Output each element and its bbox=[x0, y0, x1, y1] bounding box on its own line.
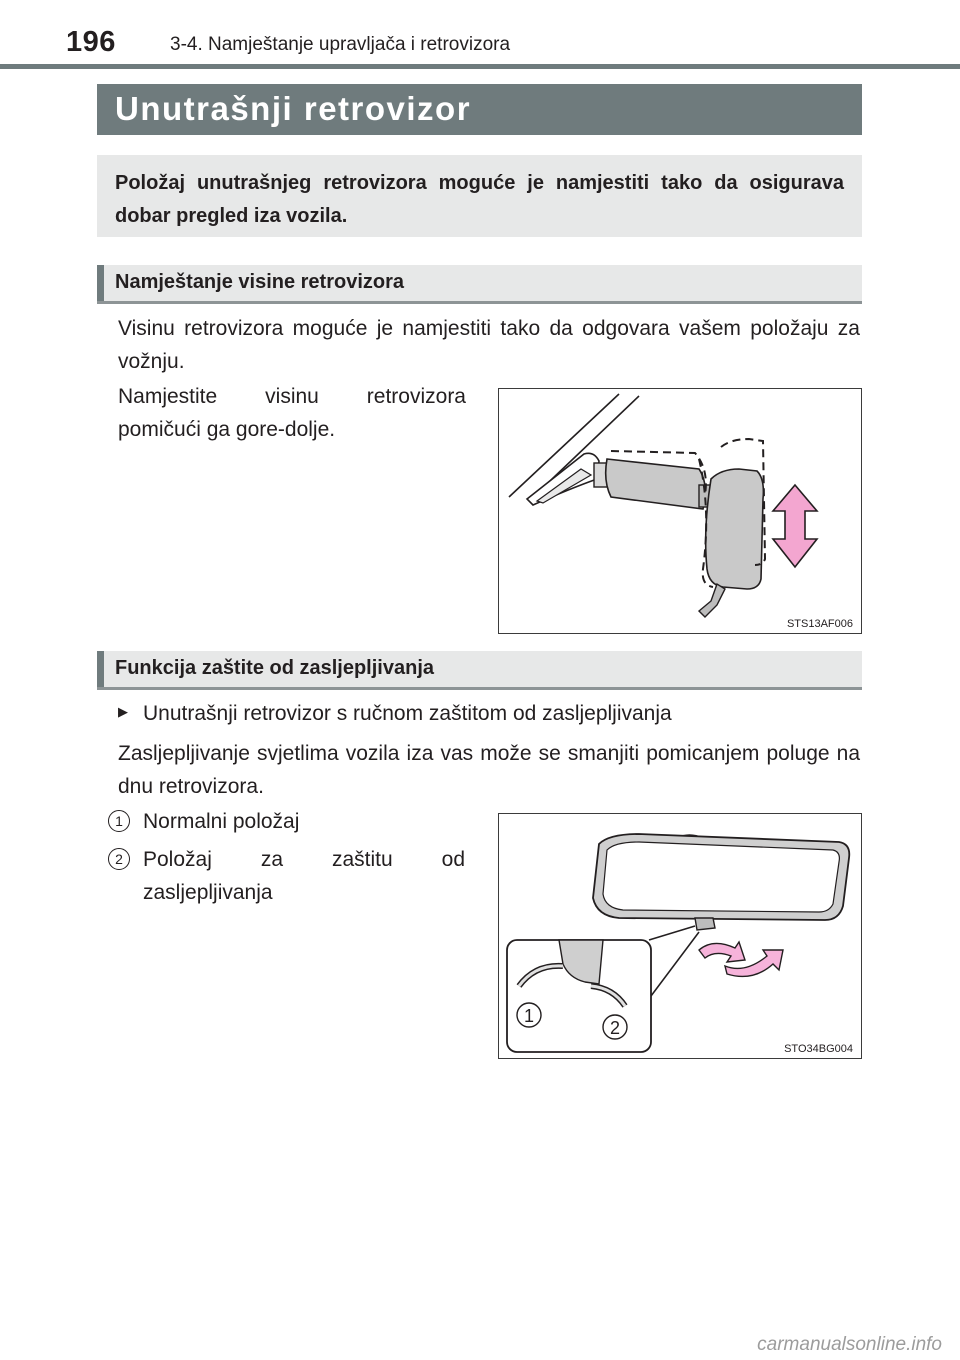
figure-code: STO34BG004 bbox=[784, 1043, 853, 1055]
section-heading-height bbox=[97, 265, 862, 304]
section-title-bar bbox=[97, 84, 862, 135]
callout-2: 2 bbox=[609, 1018, 621, 1038]
bullet-text: Unutrašnji retrovizor s ručnom zaštitom od zasljepljivanja bbox=[143, 702, 672, 725]
triangle-bullet-icon: ▶ bbox=[118, 704, 128, 719]
intro-text: Položaj unutrašnjeg retrovizora moguće je namjestiti tako da osigurava dobar pregled iza vozila. bbox=[115, 172, 844, 227]
section-heading-text: Namještanje visine retrovizora bbox=[115, 271, 405, 293]
page-number: 196 bbox=[66, 26, 116, 58]
header-rule bbox=[0, 64, 960, 69]
mirror-height-illustration bbox=[499, 389, 860, 632]
up-down-arrow bbox=[773, 485, 817, 567]
section-heading-antiglare bbox=[97, 651, 862, 690]
heading-stripe bbox=[97, 265, 104, 301]
item-number-2: 2 bbox=[108, 848, 130, 870]
callout-1: 1 bbox=[523, 1006, 535, 1026]
section-heading-text: Funkcija zaštite od zasljepljivanja bbox=[115, 657, 434, 679]
heading-stripe bbox=[97, 651, 104, 687]
antiglare-figure bbox=[498, 813, 862, 1059]
antiglare-illustration bbox=[499, 814, 860, 1057]
chapter-title: 3-4. Namještanje upravljača i retrovizora bbox=[170, 34, 511, 55]
page-title: Unutrašnji retrovizor bbox=[115, 90, 472, 127]
height-paragraph: Visinu retrovizora moguće je namjestiti tako da odgovara vašem položaju za vožnju. bbox=[118, 317, 860, 373]
intro-box bbox=[97, 155, 862, 237]
antiglare-paragraph: Zasljepljivanje svjetlima vozila iza vas može se smanjiti pomicanjem poluge na dnu retrovizora. bbox=[118, 742, 860, 798]
watermark: carmanualsonline.info bbox=[757, 1334, 942, 1355]
item-number-1: 1 bbox=[108, 810, 130, 832]
item-text-2: Položaj za zaštitu od zasljepljivanja bbox=[143, 848, 465, 904]
height-instruction: Namjestite visinu retrovizora pomičući ga gore-dolje. bbox=[118, 385, 466, 441]
item-text-1: Normalni položaj bbox=[143, 810, 300, 833]
mirror-height-figure bbox=[498, 388, 862, 634]
figure-code: STS13AF006 bbox=[786, 618, 853, 630]
